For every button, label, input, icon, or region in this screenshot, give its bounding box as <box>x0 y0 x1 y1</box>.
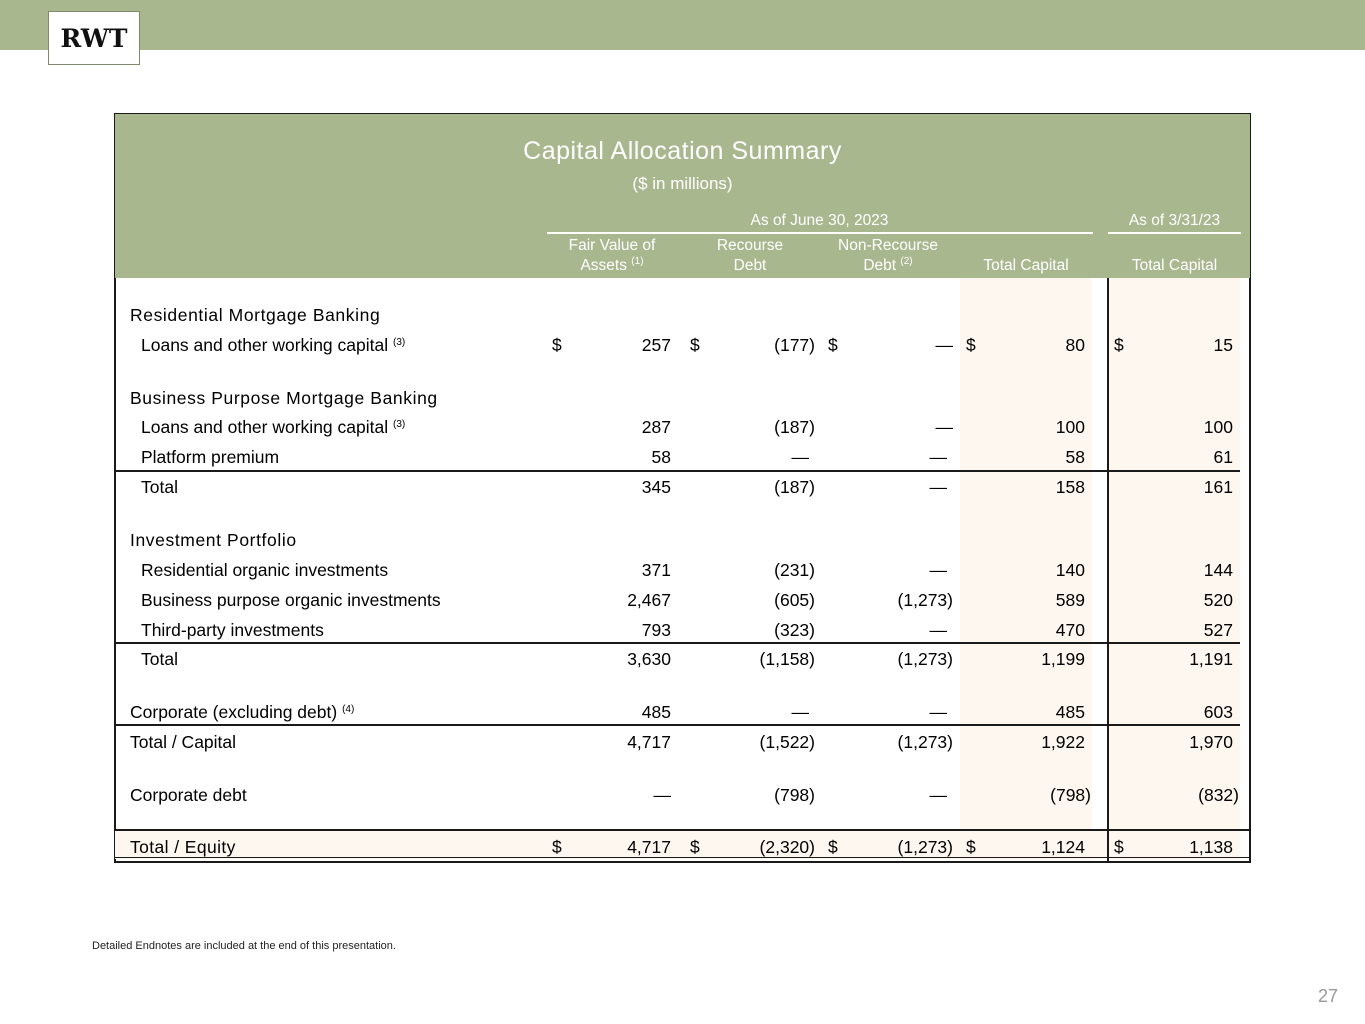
cell-prior-total-capital: 144 <box>1203 560 1233 580</box>
group-underline-prior <box>1108 232 1241 234</box>
cell-fair-value: 4,717 <box>627 732 671 752</box>
cell-prior-total-capital: 15 <box>1213 335 1233 355</box>
cell-recourse-debt: (605) <box>774 590 815 610</box>
cell-total-capital: 100 <box>1055 417 1085 437</box>
row-label: Platform premium <box>141 447 280 467</box>
cell-prior-total-capital: 1,138 <box>1189 837 1233 857</box>
row-label: Corporate debt <box>130 785 247 805</box>
table-title: Capital Allocation Summary <box>523 137 842 165</box>
section-heading-row <box>0 528 1365 552</box>
equity-top-rule <box>115 829 1250 831</box>
section-title: Residential Mortgage Banking <box>130 305 381 325</box>
cell-fair-value: 2,467 <box>627 590 671 610</box>
group-underline-current <box>547 232 1093 234</box>
cell-total-capital: (798) <box>1050 785 1091 805</box>
currency-symbol: $ <box>1114 335 1124 355</box>
column-header-non-recourse-debt: Non-Recourse Debt $^{(2)}$ <box>838 237 938 274</box>
cell-fair-value: 3,630 <box>627 649 671 669</box>
column-header-recourse-debt: Recourse Debt <box>716 237 784 274</box>
cell-fair-value: 485 <box>641 702 671 722</box>
row-label: Total / Capital <box>130 732 237 752</box>
cell-total-capital: 80 <box>1065 335 1085 355</box>
row-label: Business purpose organic investments <box>141 590 441 610</box>
cell-non-recourse-debt: (1,273) <box>897 732 953 752</box>
cell-non-recourse-debt: — <box>935 417 953 437</box>
cell-non-recourse-debt: — <box>929 560 947 580</box>
cell-total-capital: 470 <box>1055 620 1085 640</box>
cell-recourse-debt: (177) <box>774 335 815 355</box>
cell-recourse-debt: (1,158) <box>759 649 815 669</box>
cell-prior-total-capital: 520 <box>1203 590 1233 610</box>
currency-symbol: $ <box>690 335 700 355</box>
cell-recourse-debt: (187) <box>774 477 815 497</box>
table-row <box>0 647 1365 671</box>
currency-symbol: $ <box>828 335 838 355</box>
cell-fair-value: 58 <box>651 447 671 467</box>
column-header-fair-value: Fair Value of Assets $^{(1)}$ <box>568 237 656 274</box>
company-logo: RWT <box>48 11 140 65</box>
cell-prior-total-capital: 1,970 <box>1189 732 1233 752</box>
section-heading-row <box>0 303 1365 327</box>
cell-total-capital: 158 <box>1055 477 1085 497</box>
table-row <box>0 475 1365 499</box>
group-header-prior: As of 3/31/23 <box>1128 212 1221 229</box>
cell-recourse-debt: (187) <box>774 417 815 437</box>
cell-prior-total-capital: 161 <box>1203 477 1233 497</box>
cell-non-recourse-debt: (1,273) <box>897 649 953 669</box>
currency-symbol: $ <box>552 335 562 355</box>
row-label: Total <box>141 477 178 497</box>
page-number: 27 <box>1317 986 1338 1006</box>
cell-total-capital: 1,124 <box>1041 837 1085 857</box>
cell-total-capital: 58 <box>1065 447 1085 467</box>
column-header-total-capital: Total Capital <box>983 257 1069 274</box>
cell-recourse-debt: — <box>791 702 809 722</box>
cell-total-capital: 589 <box>1055 590 1085 610</box>
section-heading-row <box>0 386 1365 410</box>
cell-recourse-debt: — <box>791 447 809 467</box>
cell-non-recourse-debt: (1,273) <box>897 837 953 857</box>
table-row <box>0 445 1365 469</box>
row-label: Total / Equity <box>130 837 236 857</box>
cell-total-capital: 1,922 <box>1041 732 1085 752</box>
endnote-text: Detailed Endnotes are included at the end of this presentation. <box>92 940 396 952</box>
table-row <box>0 588 1365 612</box>
currency-symbol: $ <box>1114 837 1124 857</box>
subtotal-rule <box>115 642 1240 644</box>
cell-total-capital: 140 <box>1055 560 1085 580</box>
cell-non-recourse-debt: (1,273) <box>897 590 953 610</box>
cell-recourse-debt: (231) <box>774 560 815 580</box>
currency-symbol: $ <box>690 837 700 857</box>
section-title: Investment Portfolio <box>130 530 297 550</box>
currency-symbol: $ <box>966 335 976 355</box>
cell-non-recourse-debt: — <box>929 477 947 497</box>
currency-symbol: $ <box>966 837 976 857</box>
cell-prior-total-capital: (832) <box>1198 785 1239 805</box>
cell-prior-total-capital: 1,191 <box>1189 649 1233 669</box>
cell-fair-value: 371 <box>641 560 671 580</box>
table-row <box>0 333 1365 357</box>
table-row <box>0 783 1365 807</box>
cell-recourse-debt: (1,522) <box>759 732 815 752</box>
table-row <box>0 558 1365 582</box>
currency-symbol: $ <box>552 837 562 857</box>
section-title: Business Purpose Mortgage Banking <box>130 388 438 408</box>
table-row <box>0 415 1365 439</box>
equity-double-rule <box>115 857 1250 858</box>
header-band <box>0 0 1365 50</box>
cell-prior-total-capital: 100 <box>1203 417 1233 437</box>
cell-total-capital: 1,199 <box>1041 649 1085 669</box>
cell-fair-value: 793 <box>641 620 671 640</box>
table-row <box>0 730 1365 754</box>
row-label: Loans and other working capital $^{(3)}$ <box>141 335 406 355</box>
table-row <box>0 618 1365 642</box>
cell-non-recourse-debt: — <box>929 447 947 467</box>
cell-total-capital: 485 <box>1055 702 1085 722</box>
cell-prior-total-capital: 61 <box>1213 447 1233 467</box>
total-capital-rule <box>115 724 1240 726</box>
row-label: Loans and other working capital $^{(3)}$ <box>141 417 406 437</box>
cell-recourse-debt: (323) <box>774 620 815 640</box>
cell-non-recourse-debt: — <box>929 620 947 640</box>
cell-fair-value: 345 <box>641 477 671 497</box>
cell-fair-value: — <box>653 785 671 805</box>
cell-non-recourse-debt: — <box>935 335 953 355</box>
row-label: Total <box>141 649 178 669</box>
cell-non-recourse-debt: — <box>929 785 947 805</box>
cell-recourse-debt: (798) <box>774 785 815 805</box>
cell-fair-value: 257 <box>641 335 671 355</box>
row-label: Corporate (excluding debt) $^{(4)}$ <box>130 702 355 722</box>
cell-non-recourse-debt: — <box>929 702 947 722</box>
table-subtitle: ($ in millions) <box>632 174 733 193</box>
currency-symbol: $ <box>828 837 838 857</box>
table-row <box>0 700 1365 724</box>
cell-recourse-debt: (2,320) <box>759 837 815 857</box>
cell-fair-value: 287 <box>641 417 671 437</box>
cell-fair-value: 4,717 <box>627 837 671 857</box>
table-row <box>0 835 1365 859</box>
subtotal-rule <box>115 470 1240 472</box>
cell-prior-total-capital: 603 <box>1203 702 1233 722</box>
cell-prior-total-capital: 527 <box>1203 620 1233 640</box>
row-label: Third-party investments <box>141 620 324 640</box>
group-header-current: As of June 30, 2023 <box>750 212 889 229</box>
column-header-prior-total-capital: Total Capital <box>1131 257 1218 274</box>
row-label: Residential organic investments <box>141 560 389 580</box>
